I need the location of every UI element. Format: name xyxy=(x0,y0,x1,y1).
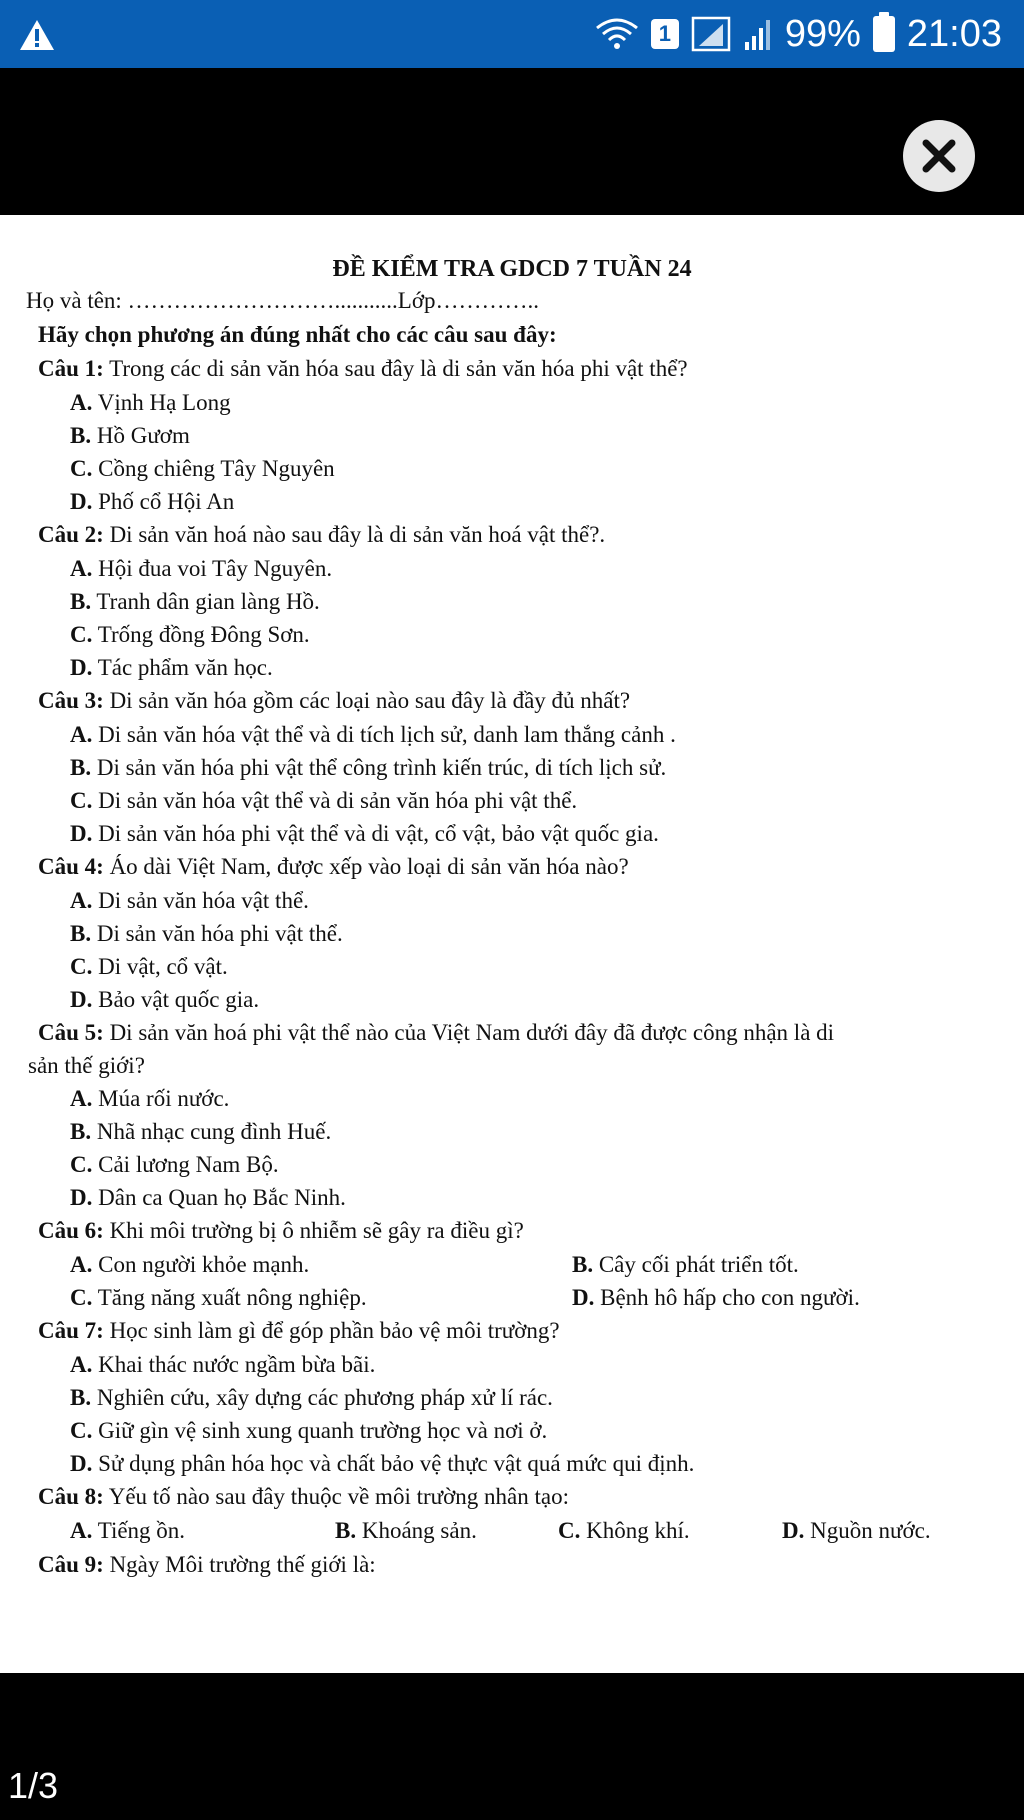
question-7: Câu 7: Học sinh làm gì để góp phần bảo vệ môi trường? xyxy=(38,1318,560,1343)
option: C. Tăng năng xuất nông nghiệp. xyxy=(70,1285,367,1310)
viewer-top-bar xyxy=(0,68,1024,215)
option: A. Khai thác nước ngầm bừa bãi. xyxy=(70,1352,376,1377)
option: C. Cải lương Nam Bộ. xyxy=(70,1152,279,1177)
status-bar xyxy=(0,0,1024,68)
option: C. Di sản văn hóa vật thể và di sản văn hóa phi vật thể. xyxy=(70,788,578,813)
option: D. Bệnh hô hấp cho con người. xyxy=(572,1285,860,1310)
option: A. Con người khỏe mạnh. xyxy=(70,1252,310,1277)
option: D. Sử dụng phân hóa học và chất bảo vệ thực vật quá mức qui định. xyxy=(70,1451,695,1476)
viewer-bottom-bar xyxy=(0,1673,1024,1820)
option: B. Cây cối phát triển tốt. xyxy=(572,1252,799,1277)
question-6: Câu 6: Khi môi trường bị ô nhiễm sẽ gây ra điều gì? xyxy=(38,1218,524,1243)
option: C. Không khí. xyxy=(558,1518,690,1543)
name-line: Họ và tên: ………………………...........Lớp………….. xyxy=(26,288,540,313)
question-2: Câu 2: Di sản văn hoá nào sau đây là di sản văn hoá vật thể?. xyxy=(38,522,606,547)
option: A. Tiếng ồn. xyxy=(70,1518,186,1543)
option: D. Tác phẩm văn học. xyxy=(70,655,273,680)
question-5-continued: sản thế giới? xyxy=(28,1053,145,1078)
option: D. Dân ca Quan họ Bắc Ninh. xyxy=(70,1185,346,1210)
option: C. Cồng chiêng Tây Nguyên xyxy=(70,456,335,481)
option: B. Hồ Gươm xyxy=(70,423,190,448)
option: D. Di sản văn hóa phi vật thể và di vật, cổ vật, bảo vật quốc gia. xyxy=(70,821,659,846)
question-4: Câu 4: Áo dài Việt Nam, được xếp vào loại di sản văn hóa nào? xyxy=(38,854,629,879)
battery-icon xyxy=(873,16,895,52)
wifi-icon xyxy=(595,16,639,52)
question-9: Câu 9: Ngày Môi trường thế giới là: xyxy=(38,1552,376,1577)
signal-box-icon xyxy=(691,16,731,52)
option: A. Múa rối nước. xyxy=(70,1086,230,1111)
option: A. Di sản văn hóa vật thể và di tích lịch sử, danh lam thắng cảnh . xyxy=(70,722,676,747)
sim-badge: 1 xyxy=(651,19,679,49)
cell-signal-icon xyxy=(743,16,773,52)
question-1: Câu 1: Trong các di sản văn hóa sau đây là di sản văn hóa phi vật thể? xyxy=(38,356,688,381)
document-title: ĐỀ KIỂM TRA GDCD 7 TUẦN 24 xyxy=(332,256,692,282)
option: C. Giữ gìn vệ sinh xung quanh trường học và nơi ở. xyxy=(70,1418,548,1443)
document-page xyxy=(0,215,1024,1673)
option: C. Di vật, cổ vật. xyxy=(70,954,228,979)
close-button[interactable] xyxy=(903,120,975,192)
question-5: Câu 5: Di sản văn hoá phi vật thể nào của Việt Nam dưới đây đã được công nhận là di xyxy=(38,1020,835,1045)
option: A. Vịnh Hạ Long xyxy=(70,390,231,415)
option: B. Khoáng sản. xyxy=(335,1518,477,1543)
option: A. Di sản văn hóa vật thể. xyxy=(70,888,309,913)
option: B. Nghiên cứu, xây dựng các phương pháp xử lí rác. xyxy=(70,1385,553,1410)
option: D. Bảo vật quốc gia. xyxy=(70,987,260,1012)
warning-icon xyxy=(18,18,56,52)
option: B. Tranh dân gian làng Hồ. xyxy=(70,589,320,614)
option: A. Hội đua voi Tây Nguyên. xyxy=(70,556,333,581)
battery-percentage: 99% xyxy=(784,12,861,55)
clock: 21:03 xyxy=(906,12,1002,55)
option: B. Nhã nhạc cung đình Huế. xyxy=(70,1119,332,1144)
question-3: Câu 3: Di sản văn hóa gồm các loại nào sau đây là đầy đủ nhất? xyxy=(38,688,631,713)
close-icon xyxy=(921,138,957,174)
option: B. Di sản văn hóa phi vật thể. xyxy=(70,921,343,946)
option: D. Phố cổ Hội An xyxy=(70,489,235,514)
page-indicator: 1/3 xyxy=(8,1765,59,1806)
option: C. Trống đồng Đông Sơn. xyxy=(70,622,310,647)
option: B. Di sản văn hóa phi vật thể công trình kiến trúc, di tích lịch sử. xyxy=(70,755,667,780)
instruction: Hãy chọn phương án đúng nhất cho các câu sau đây: xyxy=(38,322,557,347)
question-8: Câu 8: Yếu tố nào sau đây thuộc về môi trường nhân tạo: xyxy=(38,1484,569,1509)
option: D. Nguồn nước. xyxy=(782,1518,931,1543)
